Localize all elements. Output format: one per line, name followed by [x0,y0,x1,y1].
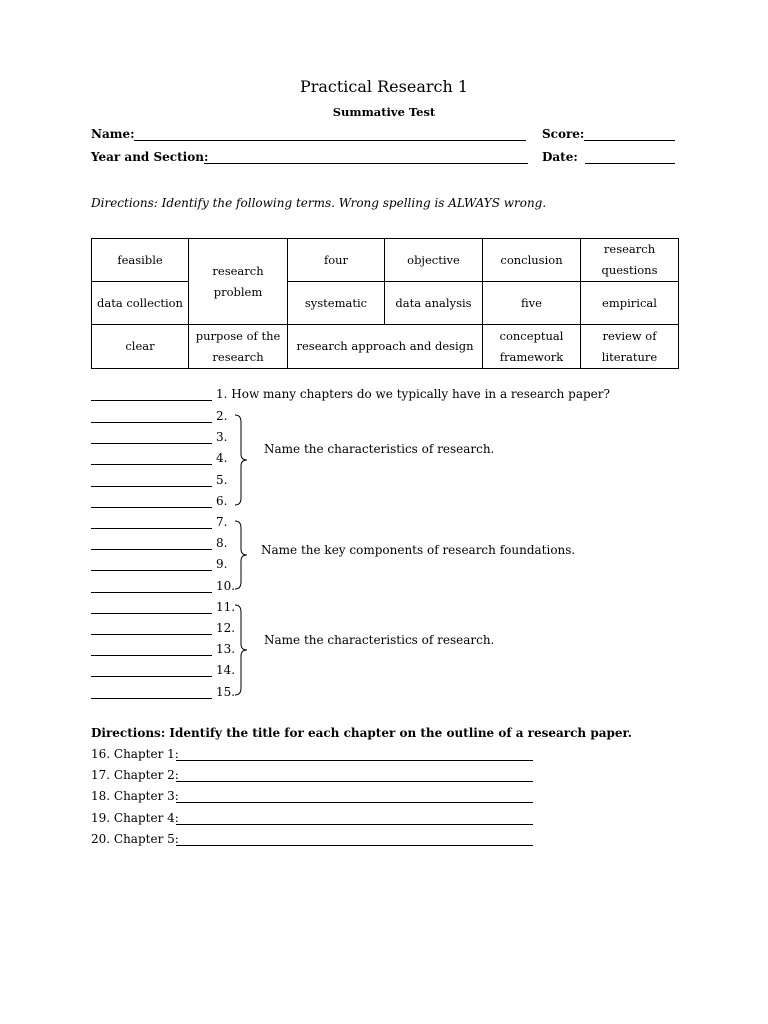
question-number: 8. [216,536,228,550]
answer-line[interactable] [91,655,212,656]
directions-chapters: Directions: Identify the title for each chapter on the outline of a research paper. [91,726,632,740]
directions-terms: Directions: Identify the following terms. Wrong spelling is ALWAYS wrong. [91,196,547,210]
year-section-label: Year and Section: [91,150,209,164]
brace-group-2 [234,520,254,590]
chapter-answer-line[interactable] [176,824,533,825]
term-cell: feasible [92,239,189,282]
answer-line[interactable] [91,570,212,571]
question-number: 13. [216,642,236,656]
answer-line[interactable] [91,676,212,677]
date-field[interactable] [585,163,675,164]
question-number: 3. [216,430,228,444]
term-cell: data collection [92,282,189,325]
answer-line[interactable] [91,549,212,550]
answer-line[interactable] [91,592,212,593]
answer-line[interactable] [91,528,212,529]
answer-line[interactable] [91,443,212,444]
term-cell: review of literature [581,325,679,369]
term-cell: research questions [581,239,679,282]
question-number: 12. [216,621,236,635]
question-number: 5. [216,473,228,487]
year-section-field[interactable] [204,163,528,164]
question-number: 6. [216,494,228,508]
term-cell: systematic [288,282,385,325]
chapter-answer-line[interactable] [176,845,533,846]
answer-line[interactable] [91,634,212,635]
brace-group-3 [234,604,254,696]
term-cell: research problem [189,239,288,325]
term-cell: clear [92,325,189,369]
chapter-label: 18. Chapter 3: [91,789,179,803]
term-cell: conceptual framework [483,325,581,369]
chapter-answer-line[interactable] [176,760,533,761]
term-cell: objective [385,239,483,282]
answer-line[interactable] [91,613,212,614]
answer-line[interactable] [91,698,212,699]
brace-group-1 [234,414,254,506]
answer-line[interactable] [91,422,212,423]
question-number: 10. [216,579,236,593]
terms-table [91,238,679,369]
question-number: 14. [216,663,236,677]
term-cell: five [483,282,581,325]
answer-line[interactable] [91,400,212,401]
answer-line[interactable] [91,507,212,508]
question-number: 11. [216,600,236,614]
question-number: 15. [216,685,236,699]
chapter-label: 20. Chapter 5: [91,832,179,846]
answer-line[interactable] [91,464,212,465]
chapter-label: 19. Chapter 4: [91,811,179,825]
group-label-characteristics: Name the characteristics of research. [264,442,495,456]
page-subtitle: Summative Test [332,105,436,119]
term-cell: four [288,239,385,282]
score-label: Score: [542,127,585,141]
page-title: Practical Research 1 [299,77,469,96]
answer-line[interactable] [91,486,212,487]
term-cell: purpose of the research [189,325,288,369]
name-label: Name: [91,127,135,141]
group-label-foundations: Name the key components of research foundations. [261,543,576,557]
chapter-answer-line[interactable] [176,781,533,782]
question-1: 1. How many chapters do we typically have in a research paper? [216,387,610,401]
term-cell: empirical [581,282,679,325]
chapter-label: 16. Chapter 1: [91,747,179,761]
question-number: 2. [216,409,228,423]
question-number: 7. [216,515,228,529]
chapter-answer-line[interactable] [176,802,533,803]
date-label: Date: [542,150,578,164]
question-number: 9. [216,557,228,571]
term-cell: data analysis [385,282,483,325]
group-label-characteristics-2: Name the characteristics of research. [264,633,495,647]
term-cell: conclusion [483,239,581,282]
question-number: 4. [216,451,228,465]
name-field[interactable] [134,140,526,141]
score-field[interactable] [584,140,675,141]
chapter-label: 17. Chapter 2: [91,768,179,782]
term-cell: research approach and design [288,325,483,369]
